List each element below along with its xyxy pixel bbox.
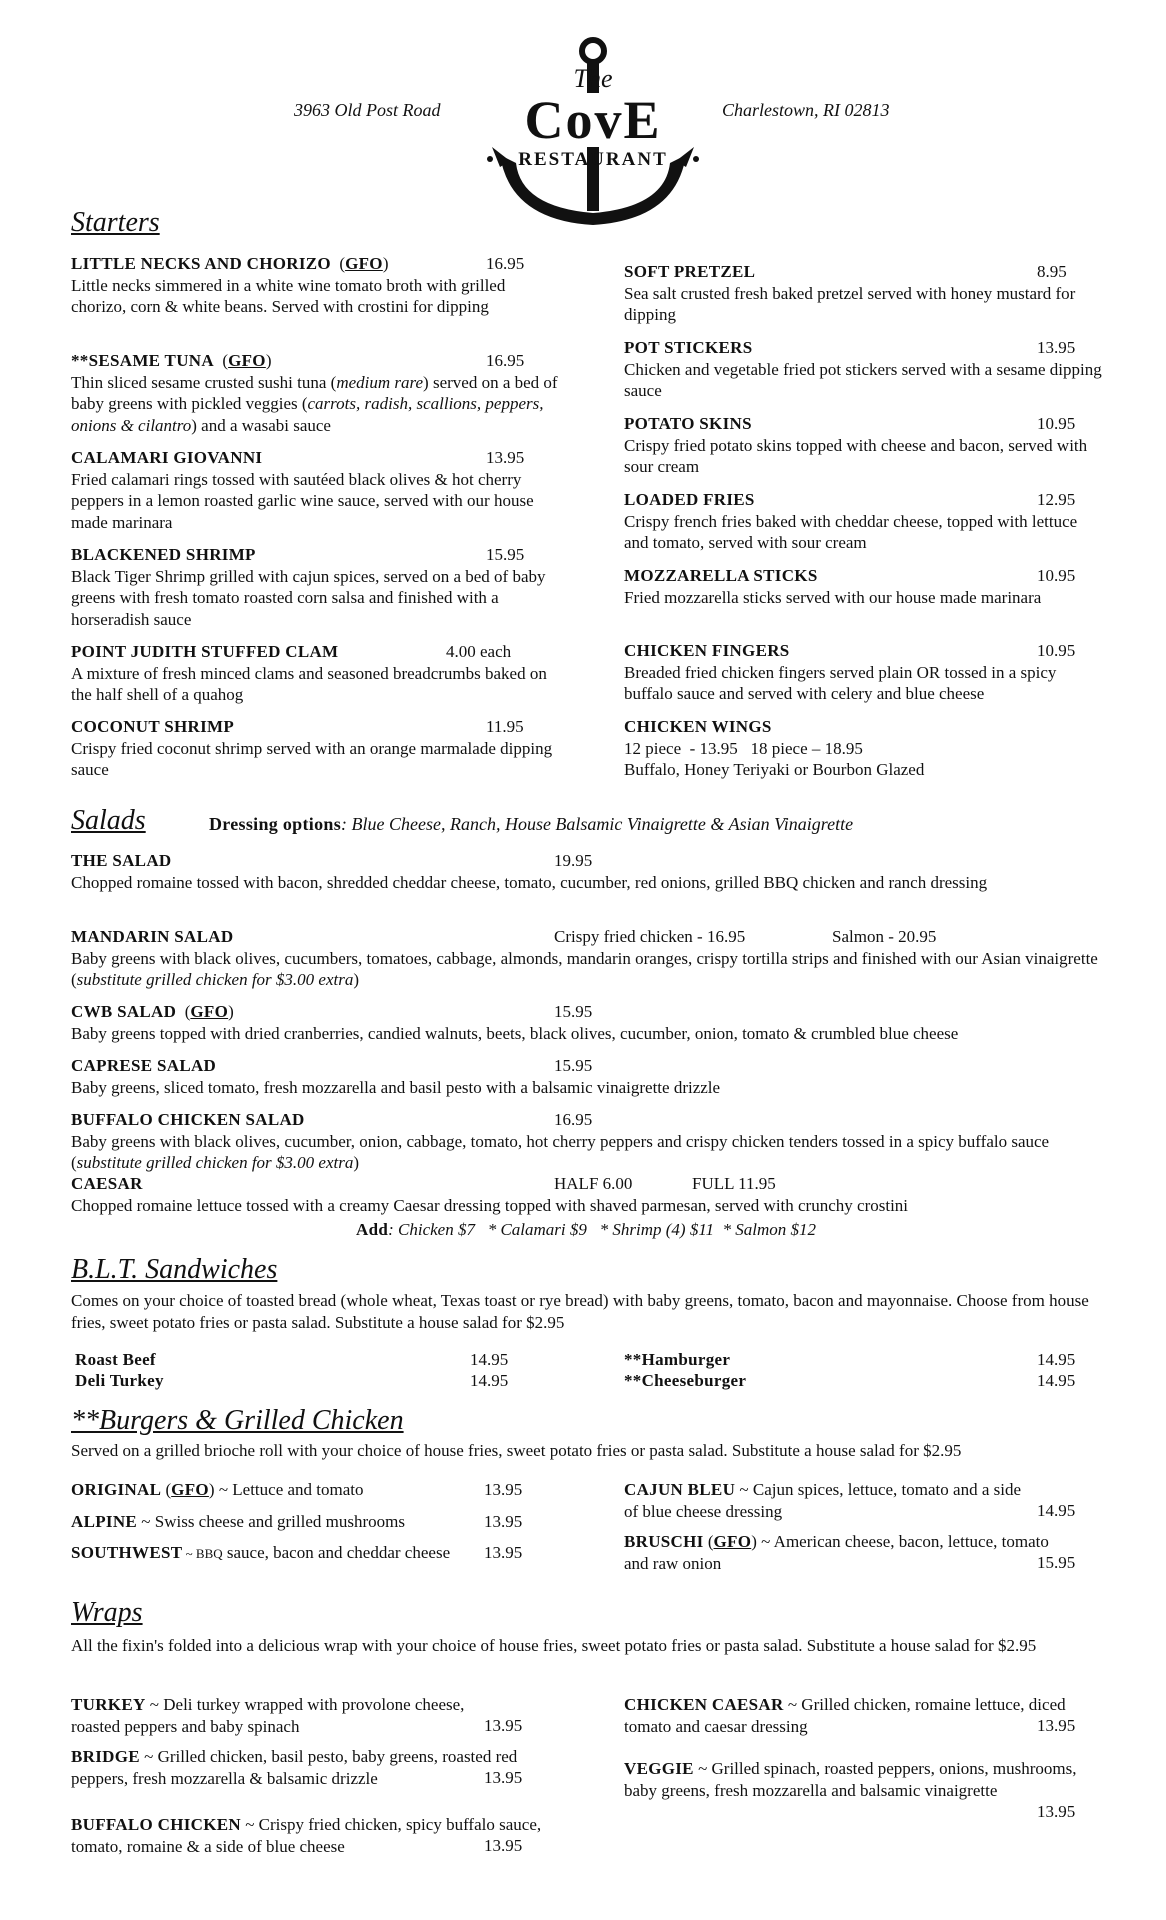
item-price: 13.95: [484, 1836, 523, 1855]
section-title-wraps: Wraps: [71, 1597, 143, 1628]
blt-desc: Comes on your choice of toasted bread (whole wheat, Texas toast or rye bread) with baby greens, tomato, bacon and mayonnaise. Choose from house fries, sweet potato fries or pasta salad. Substitute a house salad for $2.95: [71, 1291, 1089, 1332]
item-desc: A mixture of fresh minced clams and seasoned breadcrumbs baked on the half shell of a quahog: [71, 663, 547, 704]
item-desc: Baby greens, sliced tomato, fresh mozzarella and basil pesto with a balsamic vinaigrette drizzle: [71, 1077, 721, 1097]
starter-item: LITTLE NECKS AND CHORIZO (GFO) 16.95 Little necks simmered in a white wine tomato broth with grilled chorizo, corn & white beans. Served with crostini for dipping: [71, 253, 561, 318]
item-price: 16.95: [554, 1110, 593, 1129]
add-list: : Chicken $7 * Calamari $9 * Shrimp (4) $11 * Salmon $12: [388, 1220, 817, 1239]
item-desc-italic: substitute grilled chicken for $3.00 extra: [76, 1153, 354, 1172]
item-price: 13.95: [484, 1716, 523, 1735]
starter-item: [71, 544, 561, 630]
item-price: Crispy fried chicken - 16.95: [554, 927, 746, 946]
item-desc: sauce, bacon and cheddar cheese: [222, 1543, 451, 1562]
wraps-desc: All the fixin's folded into a delicious wrap with your choice of house fries, sweet potato fries or pasta salad. Substitute a house salad for $2.95: [71, 1636, 1037, 1655]
item-desc: ~ Crispy fried chicken, spicy buffalo sauce, tomato, romaine & a side of blue cheese: [71, 1815, 542, 1856]
item-name: BRUSCHI: [624, 1532, 704, 1551]
item-name: CHICKEN WINGS: [624, 717, 772, 736]
burger-item: [624, 1479, 1084, 1522]
item-name: POT STICKERS: [624, 338, 753, 357]
burgers-desc: Served on a grilled brioche roll with your choice of house fries, sweet potato fries or pasta salad. Substitute a house salad for $2.95: [71, 1441, 962, 1460]
section-title-blt: B.L.T. Sandwiches: [71, 1254, 278, 1285]
salad-item: [71, 1055, 1111, 1098]
item-name: CWB SALAD: [71, 1002, 177, 1021]
item-name: BRIDGE: [71, 1747, 140, 1766]
section-title-starters: Starters: [71, 207, 160, 238]
item-desc-part: Thin sliced sesame crusted sushi tuna (: [71, 372, 337, 392]
item-name: POTATO SKINS: [624, 414, 752, 433]
item-desc-end: ): [353, 970, 360, 989]
logo-name: CovE: [524, 90, 662, 150]
starter-item: [624, 716, 1104, 781]
starter-item: [624, 261, 1104, 326]
item-desc-italic: carrots, radish, scallions, peppers, onions & cilantro: [71, 394, 544, 435]
item-price: 13.95: [484, 1543, 523, 1562]
item-desc: Baby greens with black olives, cucumbers, tomatoes, cabbage, almonds, mandarin oranges, crispy tortilla strips and finished with our Asian vinaigrette (: [71, 948, 1098, 989]
item-desc-italic: medium rare: [336, 372, 424, 392]
item-desc: ~ Grilled chicken, romaine lettuce, diced tomato and caesar dressing: [624, 1695, 1066, 1736]
item-desc-small: ~ BBQ: [182, 1546, 223, 1561]
item-desc: ~ Swiss cheese and grilled mushrooms: [137, 1512, 405, 1531]
dressing-label: Dressing options: [209, 814, 341, 834]
item-desc: Black Tiger Shrimp grilled with cajun spices, served on a bed of baby greens with fresh tomato roasted corn salsa and finished with a horseradish sauce: [71, 566, 546, 629]
dressing-options: [209, 814, 853, 836]
starter-item: [624, 489, 1104, 554]
item-desc: Buffalo, Honey Teriyaki or Bourbon Glazed: [624, 760, 925, 779]
item-name: POINT JUDITH STUFFED CLAM: [71, 642, 339, 661]
wrap-item: [71, 1694, 561, 1737]
item-name: ORIGINAL: [71, 1480, 162, 1499]
wrap-item: [71, 1814, 561, 1857]
add-label: Add: [356, 1220, 389, 1239]
item-price: 12 piece - 13.95 18 piece – 18.95: [624, 738, 863, 758]
item-price: 13.95: [484, 1512, 523, 1531]
gfo-tag: GFO: [228, 351, 266, 370]
item-name: Deli Turkey: [75, 1371, 164, 1390]
item-price: 14.95: [1037, 1501, 1076, 1520]
burger-item: [71, 1542, 531, 1565]
blt-item: [624, 1370, 1084, 1392]
item-name: BUFFALO CHICKEN: [71, 1815, 241, 1834]
address-left: 3963 Old Post Road: [294, 100, 441, 120]
item-desc: ~ Grilled spinach, roasted peppers, onions, mushrooms, baby greens, fresh mozzarella and balsamic vinaigrette: [624, 1759, 1077, 1800]
item-desc: Sea salt crusted fresh baked pretzel served with honey mustard for dipping: [624, 283, 1076, 324]
item-desc: Little necks simmered in a white wine tomato broth with grilled chorizo, corn & white beans. Served with crostini for dipping: [71, 275, 506, 316]
wrap-item: [624, 1758, 1094, 1821]
item-price: 4.00 each: [446, 642, 512, 661]
gfo-tag: GFO: [713, 1532, 752, 1551]
item-name: SOUTHWEST: [71, 1543, 183, 1562]
item-name: CAJUN BLEU: [624, 1480, 736, 1499]
item-desc: Fried mozzarella sticks served with our house made marinara: [624, 587, 1042, 607]
item-desc: Crispy fried coconut shrimp served with an orange marmalade dipping sauce: [71, 738, 553, 779]
salad-item: [71, 1109, 1111, 1174]
item-desc: ~ Cajun spices, lettuce, tomato and a side of blue cheese dressing: [624, 1480, 1022, 1521]
blt-item: [624, 1349, 1084, 1371]
item-desc-part: ) served on a bed of baby greens with pickled veggies (: [71, 372, 558, 413]
starter-item: [71, 641, 561, 706]
item-price: 10.95: [1037, 566, 1076, 585]
item-price: 14.95: [470, 1350, 509, 1369]
item-price: 13.95: [1037, 1802, 1076, 1821]
item-name: Roast Beef: [75, 1350, 156, 1369]
item-name: **SESAME TUNA: [71, 351, 214, 370]
item-name: CHICKEN CAESAR: [624, 1695, 784, 1714]
starter-item: [624, 413, 1104, 478]
item-desc: Baby greens topped with dried cranberries, candied walnuts, beets, black olives, cucumber, onion, tomato & crumbled blue cheese: [71, 1023, 959, 1043]
item-name: THE SALAD: [71, 851, 172, 870]
item-price: 8.95: [1037, 262, 1067, 281]
item-price: 11.95: [486, 717, 524, 736]
starter-item: **SESAME TUNA (GFO) 16.95 Thin sliced sesame crusted sushi tuna (medium rare) served on a bed of baby greens with pickled veggies (carrots, radish, scallions, peppers, onions & cilantro) and a wasabi sauce: [71, 351, 558, 435]
item-price: 16.95: [486, 351, 525, 370]
item-desc: Baby greens with black olives, cucumber, onion, cabbage, tomato, hot cherry peppers and crispy chicken tenders tossed in a spicy buffalo sauce (: [71, 1131, 1050, 1172]
item-price: 13.95: [1037, 1716, 1076, 1735]
item-price-2: FULL 11.95: [692, 1174, 776, 1193]
item-desc: Chopped romaine tossed with bacon, shredded cheddar cheese, tomato, cucumber, red onions, grilled BBQ chicken and ranch dressing: [71, 872, 988, 892]
item-price: 16.95: [486, 254, 525, 273]
item-name: MOZZARELLA STICKS: [624, 566, 818, 585]
item-desc: ~ Grilled chicken, basil pesto, baby greens, roasted red peppers, fresh mozzarella & balsamic drizzle: [71, 1747, 518, 1788]
gfo-tag: GFO: [345, 254, 383, 273]
logo-the: The: [573, 64, 613, 93]
salad-item: [71, 926, 1111, 991]
item-price-2: Salmon - 20.95: [832, 927, 937, 946]
item-name: VEGGIE: [624, 1759, 694, 1778]
section-title-salads: Salads: [71, 805, 146, 836]
item-price: 19.95: [554, 851, 593, 870]
item-desc: Chopped romaine lettuce tossed with a creamy Caesar dressing topped with shaved parmesan, served with crunchy crostini: [71, 1195, 909, 1215]
burger-item: [71, 1511, 531, 1533]
item-desc-part: ) and a wasabi sauce: [191, 415, 331, 435]
section-title-burgers: **Burgers & Grilled Chicken: [71, 1405, 404, 1436]
item-price: 13.95: [486, 448, 525, 467]
item-name: COCONUT SHRIMP: [71, 717, 235, 736]
item-price: HALF 6.00: [554, 1174, 633, 1193]
item-name: CHICKEN FINGERS: [624, 641, 790, 660]
item-name: CALAMARI GIOVANNI: [71, 448, 263, 467]
gfo-tag: GFO: [171, 1480, 209, 1499]
starter-item: [71, 716, 561, 781]
item-desc: Fried calamari rings tossed with sautéed black olives & hot cherry peppers in a lemon roasted garlic wine sauce, served with our house made marinara: [71, 469, 534, 532]
starter-item: [71, 447, 561, 533]
item-name: MANDARIN SALAD: [71, 927, 234, 946]
item-price: 13.95: [484, 1480, 523, 1499]
item-price: 15.95: [554, 1056, 593, 1075]
item-desc-italic: substitute grilled chicken for $3.00 extra: [76, 970, 354, 989]
starter-item: [624, 640, 1104, 705]
item-name: **Hamburger: [624, 1350, 731, 1369]
item-name: TURKEY: [71, 1695, 146, 1714]
anchor-logo: [470, 35, 716, 235]
item-price: 13.95: [484, 1768, 523, 1787]
item-name: CAPRESE SALAD: [71, 1056, 217, 1075]
item-price: 13.95: [1037, 338, 1076, 357]
item-desc: ~ American cheese, bacon, lettuce, tomato and raw onion: [624, 1532, 1049, 1573]
item-price: 10.95: [1037, 641, 1076, 660]
item-price: 14.95: [470, 1371, 509, 1390]
item-price: 14.95: [1037, 1350, 1076, 1369]
item-name: SOFT PRETZEL: [624, 262, 756, 281]
item-name: BLACKENED SHRIMP: [71, 545, 256, 564]
burger-item: ORIGINAL (GFO) ~ Lettuce and tomato 13.95: [71, 1480, 523, 1499]
dressing-list: : Blue Cheese, Ranch, House Balsamic Vinaigrette & Asian Vinaigrette: [341, 814, 854, 834]
salad-add-ons: [356, 1219, 816, 1241]
address-right: Charlestown, RI 02813: [722, 100, 890, 120]
wrap-item: [624, 1694, 1094, 1737]
blt-item: [75, 1349, 515, 1371]
blt-item: [75, 1370, 515, 1392]
item-price: 14.95: [1037, 1371, 1076, 1390]
salad-item: [71, 1173, 1111, 1216]
item-desc: Breaded fried chicken fingers served plain OR tossed in a spicy buffalo sauce and served with celery and blue cheese: [624, 662, 1057, 703]
item-desc: ~ Lettuce and tomato: [214, 1480, 364, 1499]
item-price: 15.95: [486, 545, 525, 564]
starter-item: [624, 565, 1104, 608]
item-desc-end: ): [353, 1153, 360, 1172]
salad-item: CWB SALAD (GFO) 15.95 Baby greens topped with dried cranberries, candied walnuts, beets, black olives, cucumber, onion, tomato & crumbled blue cheese: [71, 1001, 1121, 1044]
salad-item: [71, 850, 1111, 893]
item-name: CAESAR: [71, 1174, 143, 1193]
item-price: 10.95: [1037, 414, 1076, 433]
starter-item: [624, 337, 1104, 402]
item-price: 15.95: [1037, 1553, 1076, 1572]
item-name: LOADED FRIES: [624, 490, 755, 509]
item-desc: Crispy french fries baked with cheddar cheese, topped with lettuce and tomato, served with sour cream: [624, 511, 1078, 552]
gfo-tag: GFO: [190, 1002, 229, 1021]
item-name: ALPINE: [71, 1512, 138, 1531]
item-price: 12.95: [1037, 490, 1076, 509]
item-price: 15.95: [554, 1002, 593, 1021]
item-name: **Cheeseburger: [624, 1371, 747, 1390]
item-desc: ~ Deli turkey wrapped with provolone cheese, roasted peppers and baby spinach: [71, 1695, 465, 1736]
item-name: BUFFALO CHICKEN SALAD: [71, 1110, 305, 1129]
logo-sub: RESTAURANT: [518, 149, 668, 170]
burger-item: BRUSCHI (GFO) ~ American cheese, bacon, lettuce, tomato and raw onion 15.95: [624, 1532, 1076, 1573]
item-desc: Chicken and vegetable fried pot stickers served with a sesame dipping sauce: [624, 359, 1102, 400]
item-desc: Crispy fried potato skins topped with cheese and bacon, served with sour cream: [624, 435, 1088, 476]
wrap-item: [71, 1746, 561, 1789]
item-name: LITTLE NECKS AND CHORIZO: [71, 254, 331, 273]
